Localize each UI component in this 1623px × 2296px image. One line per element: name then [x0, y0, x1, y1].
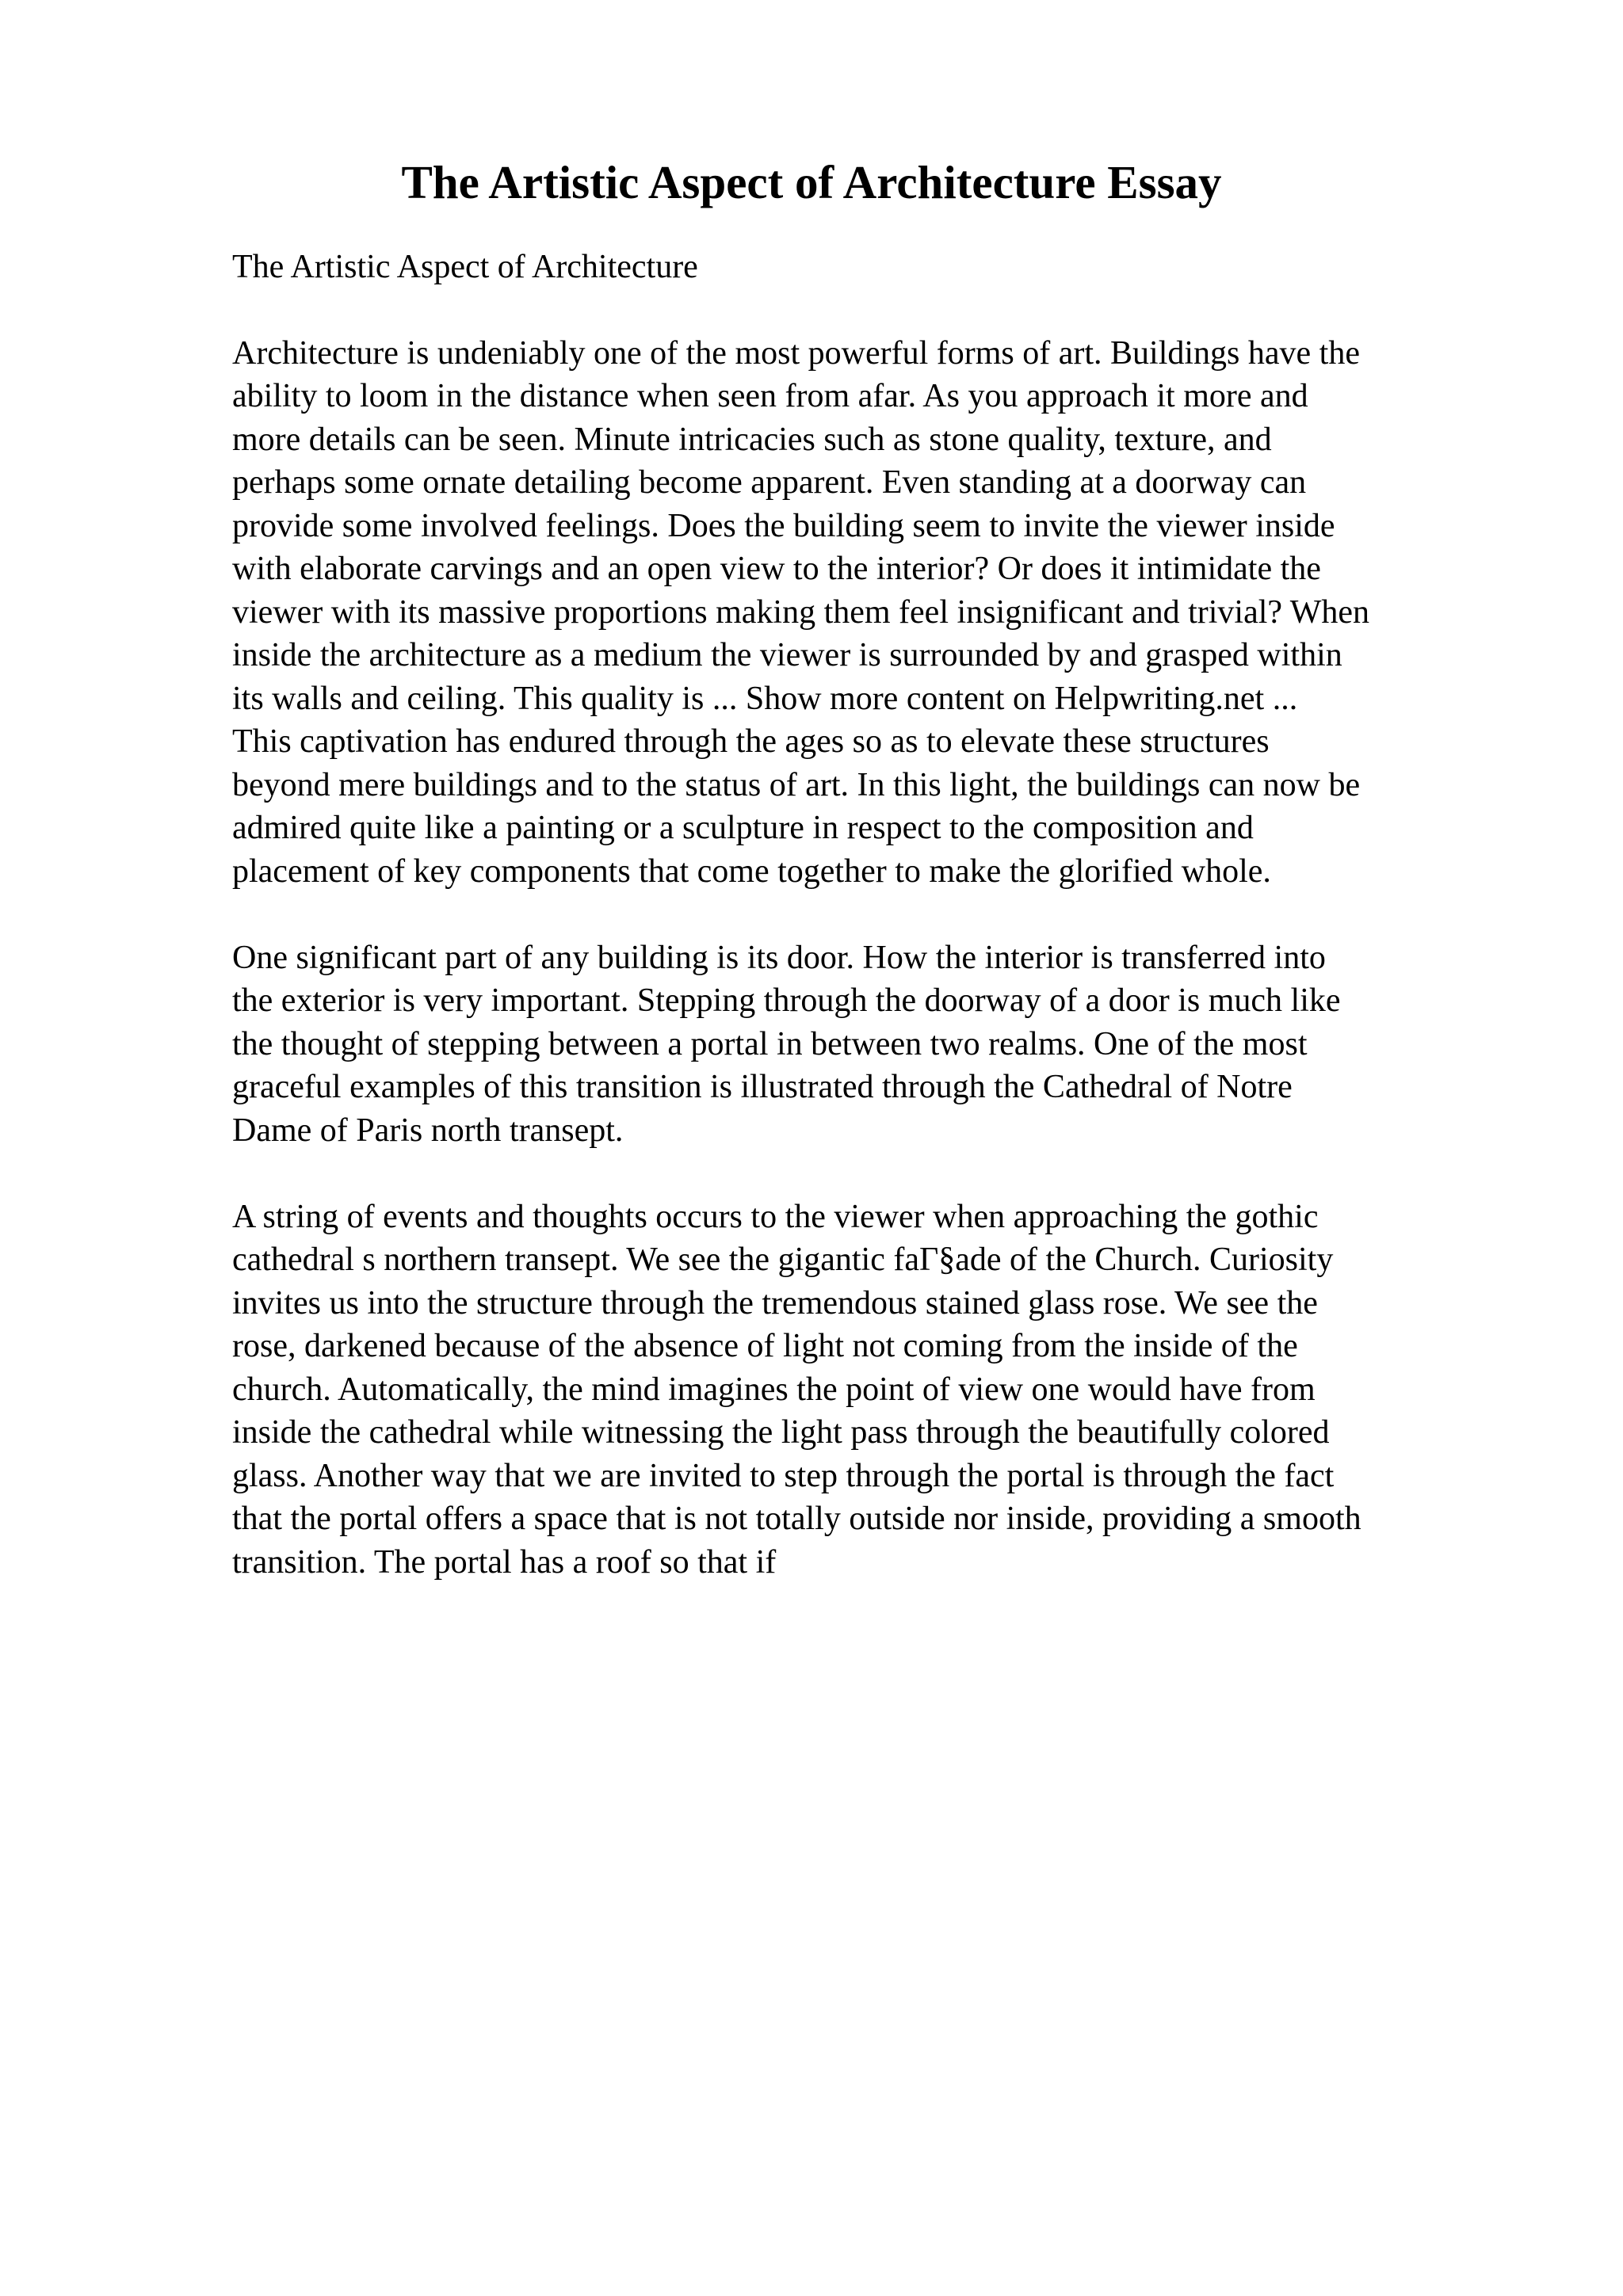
paragraph-line: perhaps some ornate detailing become apparent. Even standing at a doorway can: [232, 464, 1307, 501]
paragraph-line: A string of events and thoughts occurs to the viewer when approaching the gothic: [232, 1199, 1319, 1235]
paragraph-line: viewer with its massive proportions making them feel insignificant and trivial? When: [232, 594, 1370, 631]
paragraph-line: Dame of Paris north transept.: [232, 1112, 624, 1149]
paragraph-line: beyond mere buildings and to the status of art. In this light, the buildings can now be: [232, 767, 1361, 803]
paragraph-line: the thought of stepping between a portal in between two realms. One of the most: [232, 1026, 1308, 1062]
paragraph-line: inside the cathedral while witnessing the light pass through the beautifully colored: [232, 1414, 1330, 1451]
paragraph-line: church. Automatically, the mind imagines the point of view one would have from: [232, 1371, 1316, 1408]
paragraph-line: invites us into the structure through the tremendous stained glass rose. We see the: [232, 1285, 1318, 1322]
paragraph-line: its walls and ceiling. This quality is ... Show more content on Helpwriting.net ...: [232, 681, 1298, 717]
document-subtitle: The Artistic Aspect of Architecture: [232, 249, 698, 285]
paragraph-line: inside the architecture as a medium the viewer is surrounded by and grasped within: [232, 637, 1342, 673]
paragraph-line: provide some involved feelings. Does the building seem to invite the viewer inside: [232, 508, 1335, 544]
paragraph-line: glass. Another way that we are invited to step through the portal is through the fact: [232, 1458, 1335, 1494]
paragraph-line: that the portal offers a space that is not totally outside nor inside, providing a smooth: [232, 1501, 1361, 1537]
document-title: The Artistic Aspect of Architecture Essay: [401, 156, 1222, 208]
paragraph-line: admired quite like a painting or a sculpture in respect to the composition and: [232, 810, 1254, 846]
paragraph-line: more details can be seen. Minute intricacies such as stone quality, texture, and: [232, 421, 1272, 458]
paragraph-line: rose, darkened because of the absence of light not coming from the inside of the: [232, 1328, 1298, 1364]
paragraph-line: cathedral s northern transept. We see the gigantic faΓ§ade of the Church. Curiosity: [232, 1241, 1334, 1278]
paragraph-line: placement of key components that come together to make the glorified whole.: [232, 853, 1271, 890]
paragraph-line: graceful examples of this transition is illustrated through the Cathedral of Notre: [232, 1069, 1293, 1105]
paragraph-line: Architecture is undeniably one of the most powerful forms of art. Buildings have the: [232, 335, 1360, 372]
paragraph-line: This captivation has endured through the ages so as to elevate these structures: [232, 723, 1270, 760]
paragraph-line: One significant part of any building is its door. How the interior is transferred into: [232, 940, 1326, 976]
paragraph-line: transition. The portal has a roof so that if: [232, 1544, 777, 1581]
paragraph-line: ability to loom in the distance when seen from afar. As you approach it more and: [232, 378, 1308, 414]
paragraph-line: the exterior is very important. Stepping through the doorway of a door is much like: [232, 982, 1341, 1019]
paragraph-line: with elaborate carvings and an open view to the interior? Or does it intimidate the: [232, 551, 1321, 587]
